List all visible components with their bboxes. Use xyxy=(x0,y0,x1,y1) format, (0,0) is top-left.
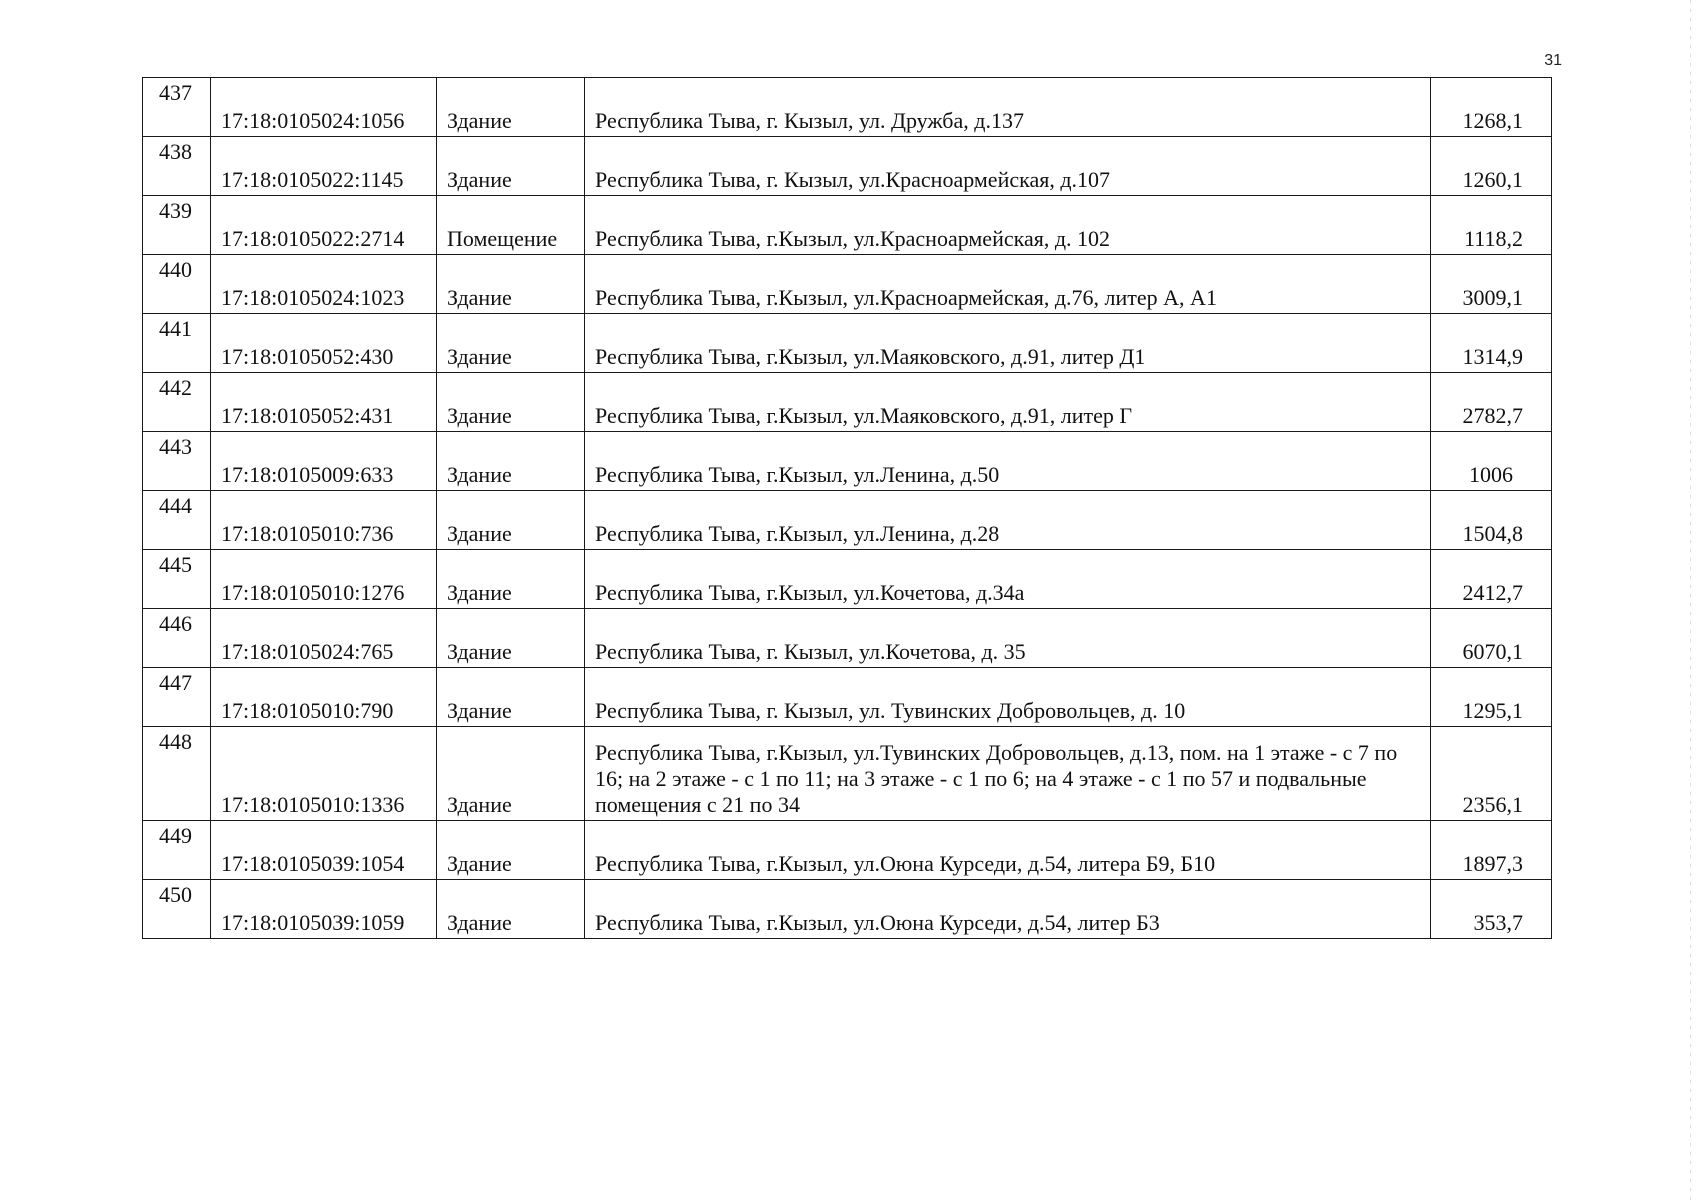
table-row xyxy=(143,727,1552,821)
row-number: 439 xyxy=(143,196,211,255)
table-row xyxy=(143,196,1552,255)
object-area: 2356,1 xyxy=(1431,727,1552,821)
cadastral-number: 17:18:0105010:790 xyxy=(211,668,437,727)
row-number: 448 xyxy=(143,727,211,821)
object-address: Республика Тыва, г. Кызыл, ул. Тувинских Добровольцев, д. 10 xyxy=(585,668,1431,727)
cadastral-number: 17:18:0105024:765 xyxy=(211,609,437,668)
object-type: Здание xyxy=(437,373,585,432)
row-number: 450 xyxy=(143,880,211,939)
object-type: Здание xyxy=(437,314,585,373)
cadastral-number: 17:18:0105052:431 xyxy=(211,373,437,432)
row-number: 440 xyxy=(143,255,211,314)
object-address: Республика Тыва, г. Кызыл, ул.Кочетова, д. 35 xyxy=(585,609,1431,668)
object-area: 353,7 xyxy=(1431,880,1552,939)
table-row xyxy=(143,314,1552,373)
object-address: Республика Тыва, г.Кызыл, ул.Оюна Курседи, д.54, литер Б3 xyxy=(585,880,1431,939)
scan-edge-artifact xyxy=(1690,0,1691,1200)
row-number: 442 xyxy=(143,373,211,432)
object-address: Республика Тыва, г. Кызыл, ул. Дружба, д.137 xyxy=(585,78,1431,137)
cadastral-number: 17:18:0105010:736 xyxy=(211,491,437,550)
object-area: 1006 xyxy=(1431,432,1552,491)
object-area: 1504,8 xyxy=(1431,491,1552,550)
object-address: Республика Тыва, г. Кызыл, ул.Красноармейская, д.107 xyxy=(585,137,1431,196)
object-address: Республика Тыва, г.Кызыл, ул.Кочетова, д.34а xyxy=(585,550,1431,609)
object-address: Республика Тыва, г.Кызыл, ул.Оюна Курседи, д.54, литера Б9, Б10 xyxy=(585,821,1431,880)
object-area: 1295,1 xyxy=(1431,668,1552,727)
object-address: Республика Тыва, г.Кызыл, ул.Ленина, д.50 xyxy=(585,432,1431,491)
object-address: Республика Тыва, г.Кызыл, ул.Ленина, д.28 xyxy=(585,491,1431,550)
table-row xyxy=(143,880,1552,939)
page-number: 31 xyxy=(1544,52,1562,69)
object-address: Республика Тыва, г.Кызыл, ул.Тувинских Добровольцев, д.13, пом. на 1 этаже - с 7 по 16; на 2 этаже - с 1 по 11; на 3 этаже - с 1 по 6; на 4 этаже - с 1 по 57 и подвальные помещения с 21 по 34 xyxy=(585,727,1431,821)
cadastral-number: 17:18:0105010:1276 xyxy=(211,550,437,609)
object-address: Республика Тыва, г.Кызыл, ул.Красноармейская, д. 102 xyxy=(585,196,1431,255)
table-row xyxy=(143,78,1552,137)
object-type: Здание xyxy=(437,432,585,491)
object-area: 1260,1 xyxy=(1431,137,1552,196)
object-type: Здание xyxy=(437,821,585,880)
table-row xyxy=(143,668,1552,727)
cadastral-number: 17:18:0105024:1023 xyxy=(211,255,437,314)
row-number: 449 xyxy=(143,821,211,880)
row-number: 441 xyxy=(143,314,211,373)
object-area: 1314,9 xyxy=(1431,314,1552,373)
object-area: 1118,2 xyxy=(1431,196,1552,255)
object-area: 3009,1 xyxy=(1431,255,1552,314)
object-address: Республика Тыва, г.Кызыл, ул.Маяковского, д.91, литер Г xyxy=(585,373,1431,432)
object-area: 6070,1 xyxy=(1431,609,1552,668)
cadastral-number: 17:18:0105039:1059 xyxy=(211,880,437,939)
table-row xyxy=(143,373,1552,432)
object-type: Здание xyxy=(437,78,585,137)
property-registry-table xyxy=(142,77,1552,939)
table-row xyxy=(143,432,1552,491)
row-number: 444 xyxy=(143,491,211,550)
row-number: 437 xyxy=(143,78,211,137)
object-address: Республика Тыва, г.Кызыл, ул.Красноармейская, д.76, литер А, А1 xyxy=(585,255,1431,314)
cadastral-number: 17:18:0105052:430 xyxy=(211,314,437,373)
cadastral-number: 17:18:0105010:1336 xyxy=(211,727,437,821)
object-type: Здание xyxy=(437,550,585,609)
row-number: 443 xyxy=(143,432,211,491)
table-row xyxy=(143,821,1552,880)
cadastral-number: 17:18:0105039:1054 xyxy=(211,821,437,880)
object-area: 2782,7 xyxy=(1431,373,1552,432)
object-type: Здание xyxy=(437,137,585,196)
table-row xyxy=(143,609,1552,668)
object-type: Здание xyxy=(437,880,585,939)
object-type: Помещение xyxy=(437,196,585,255)
cadastral-number: 17:18:0105022:1145 xyxy=(211,137,437,196)
cadastral-number: 17:18:0105022:2714 xyxy=(211,196,437,255)
cadastral-number: 17:18:0105009:633 xyxy=(211,432,437,491)
object-type: Здание xyxy=(437,491,585,550)
row-number: 446 xyxy=(143,609,211,668)
object-type: Здание xyxy=(437,727,585,821)
object-area: 1897,3 xyxy=(1431,821,1552,880)
object-address: Республика Тыва, г.Кызыл, ул.Маяковского, д.91, литер Д1 xyxy=(585,314,1431,373)
object-area: 1268,1 xyxy=(1431,78,1552,137)
table-row xyxy=(143,491,1552,550)
registry-body xyxy=(143,78,1552,939)
row-number: 445 xyxy=(143,550,211,609)
object-type: Здание xyxy=(437,255,585,314)
object-type: Здание xyxy=(437,668,585,727)
row-number: 438 xyxy=(143,137,211,196)
object-area: 2412,7 xyxy=(1431,550,1552,609)
row-number: 447 xyxy=(143,668,211,727)
object-type: Здание xyxy=(437,609,585,668)
table-row xyxy=(143,255,1552,314)
table-row xyxy=(143,137,1552,196)
table-row xyxy=(143,550,1552,609)
cadastral-number: 17:18:0105024:1056 xyxy=(211,78,437,137)
